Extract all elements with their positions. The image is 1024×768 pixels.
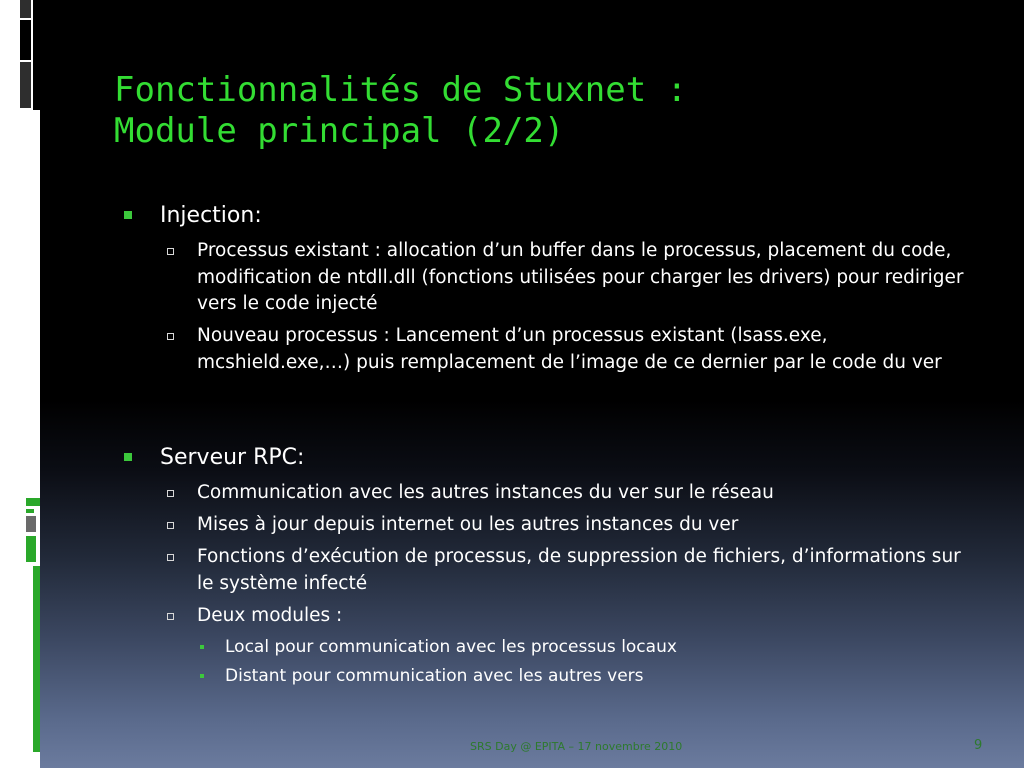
- slide-title: [114, 70, 687, 152]
- bullet-icon-subitem: [200, 645, 204, 649]
- list-item-deux-modules: Deux modules :: [197, 605, 343, 626]
- deco-bar-bottom-2: [26, 509, 34, 513]
- bullet-icon-section-injection: [124, 211, 132, 219]
- bullet-icon-item: [167, 554, 174, 561]
- deco-bar-top-3: [20, 62, 31, 108]
- slide-page-number: 9: [974, 738, 983, 753]
- deco-bar-top-1: [20, 0, 31, 18]
- deco-bar-top-2: [20, 20, 31, 60]
- slide-footer: SRS Day @ EPITA – 17 novembre 2010: [470, 740, 683, 753]
- slide-title-line-2: Module principal (2/2): [114, 111, 565, 151]
- deco-bar-bottom-3: [26, 516, 36, 532]
- list-item-mises-a-jour: Mises à jour depuis internet ou les autres instances du ver: [197, 514, 739, 535]
- bullet-icon-section-serveur-rpc: [124, 453, 132, 461]
- bullet-icon-item: [167, 490, 174, 497]
- list-item-communication: Communication avec les autres instances du ver sur le réseau: [197, 482, 774, 503]
- bullet-icon-item: [167, 522, 174, 529]
- list-item-nouveau-processus: Nouveau processus : Lancement d’un processus existant (lsass.exe, mcshield.exe,…) puis remplacement de l’image de ce dernier par le code du ver: [197, 325, 942, 373]
- deco-bar-top-4: [33, 0, 40, 110]
- left-decoration-strip: [0, 0, 40, 768]
- deco-bar-bottom-1: [26, 498, 40, 506]
- deco-bar-bottom-5: [33, 566, 40, 752]
- list-item-processus-existant: Processus existant : allocation d’un buffer dans le processus, placement du code, modification de ntdll.dll (fonctions utilisées pour charger les drivers) pour rediriger vers le code injecté: [197, 240, 964, 314]
- deco-bar-bottom-4: [26, 536, 36, 562]
- section-heading-serveur-rpc: Serveur RPC:: [160, 445, 305, 470]
- bullet-icon-subitem: [200, 674, 204, 678]
- bullet-icon-item: [167, 613, 174, 620]
- sub-list-item-local: Local pour communication avec les processus locaux: [225, 637, 677, 657]
- bullet-icon-item: [167, 333, 174, 340]
- bullet-icon-item: [167, 248, 174, 255]
- list-item-fonctions: Fonctions d’exécution de processus, de suppression de fichiers, d’informations sur le système infecté: [197, 546, 961, 594]
- section-heading-injection: Injection:: [160, 203, 262, 228]
- slide-title-line-1: Fonctionnalités de Stuxnet :: [114, 70, 688, 110]
- sub-list-item-distant: Distant pour communication avec les autres vers: [225, 666, 644, 686]
